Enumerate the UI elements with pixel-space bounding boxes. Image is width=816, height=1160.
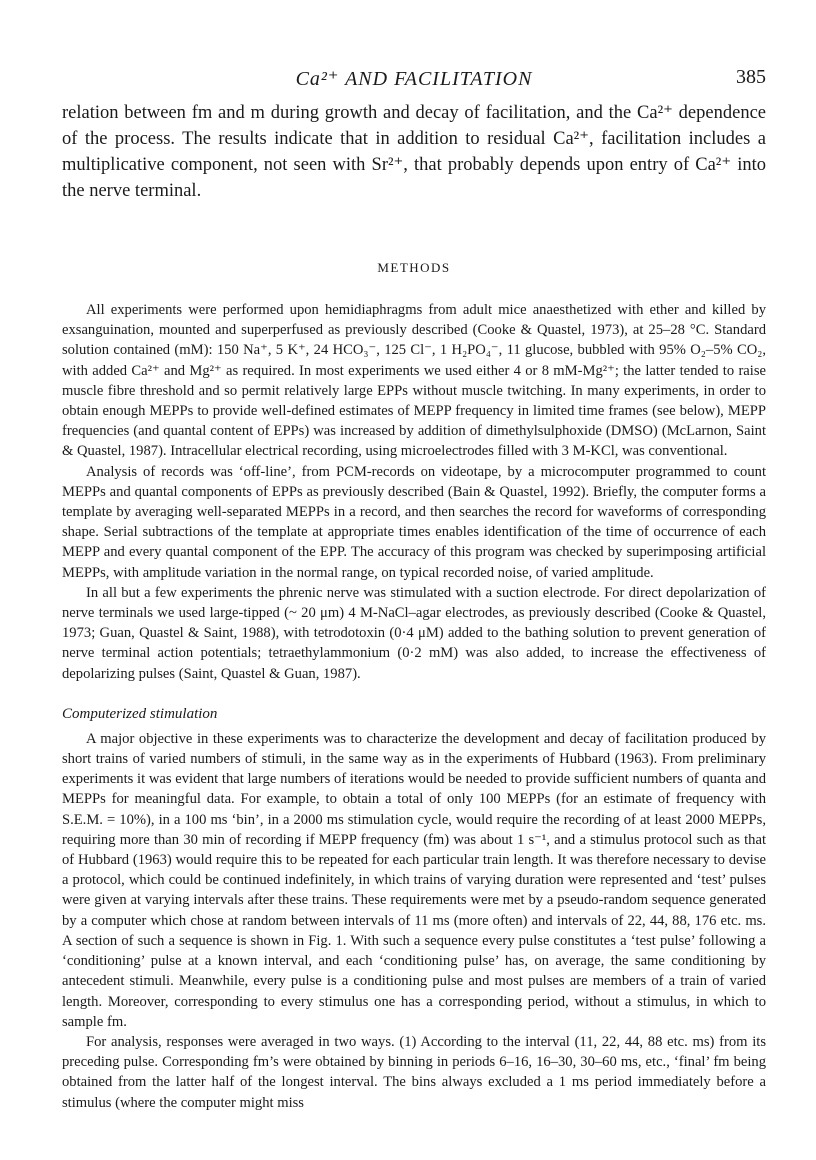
methods-paragraph-2: Analysis of records was ‘off-line’, from PCM-records on videotape, by a microcomputer programmed to count MEPPs and quantal components of EPPs as previously described (Bain & Quastel, 1992). Briefly, the computer forms a template by averaging well-separated MEPPs in a record, and then searches the record for waveforms of corresponding shape. Serial subtractions of the template at appropriate times enables identification of the time of occurrence of each MEPP and every quantal component of the EPP. The accuracy of this program was checked by superimposing artificial MEPPs, with amplitude variation in the normal range, on typical recorded noise, of varied amplitude.: [62, 463, 766, 581]
methods-heading: METHODS: [377, 260, 451, 275]
methods-paragraph-3: In all but a few experiments the phrenic nerve was stimulated with a suction electrode. For direct depolarization of nerve terminals we used large-tipped (~ 20 μm) 4 M-NaCl–agar electrodes, as previously described (Cooke & Quastel, 1973; Guan, Quastel & Saint, 1988), with tetrodotoxin (0·4 μM) added to the bathing solution to prevent generation of nerve terminal action potentials; tetraethylammonium (0·2 mM) was also added, to increase the effectiveness of depolarizing pulses (Saint, Quastel & Guan, 1987).: [62, 584, 766, 682]
intro-paragraph: relation between fm and m during growth and decay of facilitation, and the Ca²⁺ dependence of the process. The results indicate that in addition to residual Ca²⁺, facilitation includes a multiplicative component, not seen with Sr²⁺, that probably depends upon entry of Ca²⁺ into the nerve terminal.: [62, 103, 766, 201]
page-number: 385: [736, 66, 766, 88]
running-title: Ca²⁺ AND FACILITATION: [295, 68, 533, 90]
computerized-stimulation-heading: Computerized stimulation: [62, 705, 218, 722]
stimulation-paragraph-1: A major objective in these experiments was to characterize the development and decay of facilitation produced by short trains of varied numbers of stimuli, in the same way as in the experiments of Hubbard (1963). From preliminary experiments it was evident that large numbers of iterations would be needed to provide sufficient numbers of quanta and MEPPs for meaningful data. For example, to obtain a total of only 100 MEPPs (for an estimate of frequency with S.E.M. = 10%), in a 100 ms ‘bin’, in a 2000 ms stimulation cycle, would require the recording of at least 2000 MEPPs, requiring more than 30 min of recording if MEPP frequency (fm) was about 1 s⁻¹, and a stimulus protocol such as that of Hubbard (1963) would require this to be repeated for each particular train length. It was therefore necessary to devise a protocol, which could be continued indefinitely, in which trains of varying duration were represented and ‘test’ pulses were given at varying intervals after these trains. These requirements were met by a pseudo-random sequence generated by a computer which chose at random between intervals of 11 ms (more often) and intervals of 22, 44, 88, 176 etc. ms. A section of such a sequence is shown in Fig. 1. With such a sequence every pulse constitutes a ‘test pulse’ following a ‘conditioning’ pulse at a known interval, and each ‘conditioning pulse’ has, on average, the same conditioning by antecedent stimuli. Meanwhile, every pulse is a conditioning pulse and most pulses are members of a train of varied length. Moreover, corresponding to every stimulus one has a corresponding period, without a stimulus, in which to sample fm.: [62, 730, 766, 1030]
page: [62, 66, 766, 1113]
stimulation-paragraph-2: For analysis, responses were averaged in two ways. (1) According to the interval (11, 22, 44, 88 etc. ms) from its preceding pulse. Corresponding fm’s were obtained by binning in periods 6–16, 16–30, 30–60 ms, etc., ‘final’ fm being obtained from the latter half of the longest interval. The bins always excluded a 1 ms period immediately before a stimulus (where the computer might miss: [62, 1033, 766, 1111]
page-header: [62, 66, 766, 96]
methods-paragraph-1: All experiments were performed upon hemidiaphragms from adult mice anaesthetized with ether and killed by exsanguination, mounted and superperfused as previously described (Cooke & Quastel, 1973), at 25–28 °C. Standard solution contained (mM): 150 Na⁺, 5 K⁺, 24 HCO₃⁻, 125 Cl⁻, 1 H₂PO₄⁻, 11 glucose, bubbled with 95% O₂–5% CO₂, with added Ca²⁺ and Mg²⁺ as required. In most experiments we used either 4 or 8 mM-Mg²⁺; the latter tended to raise muscle fibre threshold and so permit relatively large EPPs without muscle twitching. In many experiments, in order to obtain enough MEPPs to provide well-defined estimates of MEPP frequency in limited time frames (see below), MEPP frequencies (and quantal content of EPPs) was increased by addition of dimethylsulphoxide (DMSO) (McLarnon, Saint & Quastel, 1987). Intracellular electrical recording, using microelectrodes filled with 3 M-KCl, was conventional.: [62, 302, 766, 460]
